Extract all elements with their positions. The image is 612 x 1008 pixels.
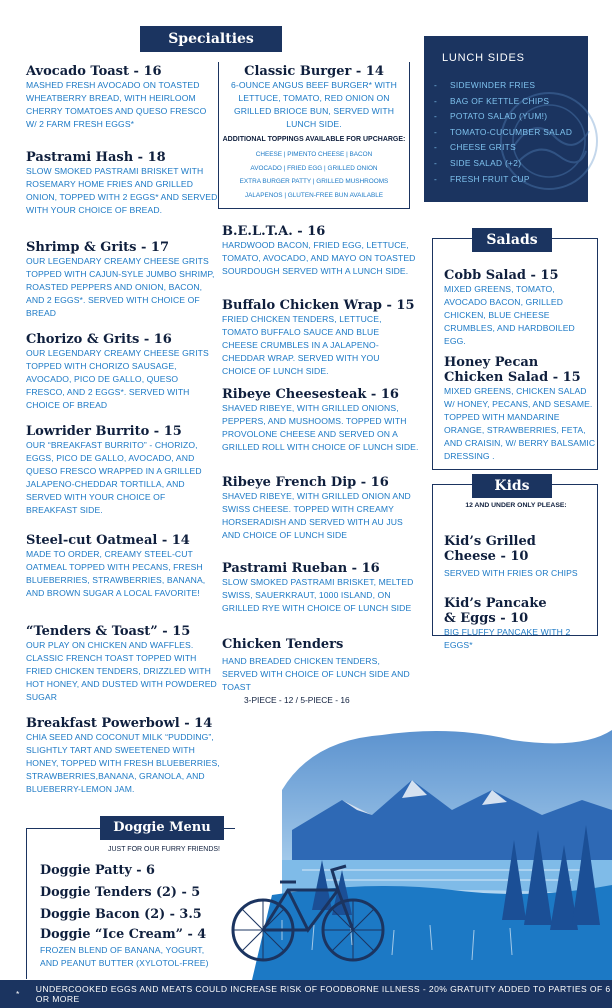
item-description: CHIA SEED AND COCONUT MILK “PUDDING”, SLIGHTLY TART AND SWEETENED WITH HONEY, TOPPED WITH FRESH BLUEBERRIES, STRAWBERRIES,BANANA, GRANOLA, AND BLUEBERRY-LEMON JAM. <box>26 732 220 794</box>
menu-item-ribeye-french-dip <box>222 475 418 542</box>
menu-item-lowrider-burrito <box>26 424 218 517</box>
item-description: FROZEN BLEND OF BANANA, YOGURT, AND PEANUT BUTTER (XYLOTOL-FREE) <box>40 945 209 968</box>
item-description: OUR LEGENDARY CREAMY CHEESE GRITS TOPPED WITH CHORIZO SAUSAGE, AVOCADO, PICO DE GALLO, QUESO FRESCO, AND 2 EGGS*. SERVED WITH CHOICE OF BREAD <box>26 348 209 410</box>
kids-subtitle: 12 AND UNDER ONLY PLEASE: <box>465 502 567 509</box>
list-item: - BAG OF KETTLE CHIPS <box>434 95 550 106</box>
item-title-line: Kid’s Grilled <box>444 534 536 549</box>
menu-item-pastrami-hash <box>26 150 218 217</box>
list-item: - SIDEWINDER FRIES <box>434 80 536 90</box>
item-description: OUR LEGENDARY CREAMY CHEESE GRITS TOPPED WITH CAJUN-SYLE JUMBO SHRIMP, ROASTED PEPPERS AND ONION, BACON, AND 2 EGGS*. SERVED WITH CHOICE OF BREAD <box>26 256 215 318</box>
item-title: “Tenders & Toast” - 15 <box>26 624 191 639</box>
item-description: OUR “BREAKFAST BURRITO” - CHORIZO, EGGS, PICO DE GALLO, AVOCADO, AND QUESO FRESCO WRAPPED IN A GRILLED JALAPENO-CHEDDAR TORTILLA, AND SERVED WITH YOUR CHOICE OF BREAKFAST SIDE. <box>26 440 202 515</box>
item-title: B.E.L.T.A. - 16 <box>222 224 326 239</box>
item-title-line: Chicken Salad - 15 <box>444 370 581 385</box>
menu-item-kids-grilled-cheese <box>444 534 594 580</box>
salads-banner <box>472 228 552 252</box>
item-description: SERVED WITH FRIES OR CHIPS <box>444 568 578 578</box>
menu-item-doggie-bacon: Doggie Bacon (2) - 3.5 <box>40 907 202 922</box>
toppings-line: AVOCADO | FRIED EGG | GRILLED ONION <box>250 164 378 172</box>
menu-item-kids-pancake-eggs <box>444 596 596 652</box>
menu-item-chorizo-grits <box>26 332 216 412</box>
item-title: Cobb Salad - 15 <box>444 268 559 283</box>
item-title: Steel-cut Oatmeal - 14 <box>26 533 190 548</box>
item-description: FRIED CHICKEN TENDERS, LETTUCE, TOMATO BUFFALO SAUCE AND BLUE CHEESE CRUMBLES IN A JALAPENO-CHEDDAR WRAP. SERVED WITH YOU CHOICE OF LUNCH SIDE. <box>222 314 382 376</box>
item-title: Ribeye Cheesesteak - 16 <box>222 387 399 402</box>
specialties-heading: Specialties <box>168 31 254 47</box>
item-title-line: Kid’s Pancake <box>444 596 547 611</box>
specialties-banner <box>140 26 282 52</box>
list-item: - TOMATO-CUCUMBER SALAD <box>434 126 573 137</box>
item-description: SLOW SMOKED PASTRAMI BRISKET WITH ROSEMARY HOME FRIES AND GRILLED ONION, TOPPED WITH 2 EGGS* AND SERVED WITH YOUR CHOICE OF BREAD. <box>26 166 218 215</box>
menu-item-tenders-toast <box>26 624 222 704</box>
item-title: Classic Burger - 14 <box>244 64 384 79</box>
menu-item-doggie-patty: Doggie Patty - 6 <box>40 863 155 878</box>
footer-disclaimer: UNDERCOOKED EGGS AND MEATS COULD INCREASE RISK OF FOODBORNE ILLNESS - 20% GRATUITY ADDED TO PARTIES OF 6 OR MORE <box>35 984 611 1004</box>
toppings-line: JALAPENOS | GLUTEN-FREE BUN AVAILABLE <box>244 191 384 199</box>
item-description: SLOW SMOKED PASTRAMI BRISKET, MELTED SWISS, SAUERKRAUT, 1000 ISLAND, ON GRILLED RYE WITH CHOICE OF LUNCH SIDE <box>222 577 414 613</box>
item-title: Breakfast Powerbowl - 14 <box>26 716 213 731</box>
menu-item-doggie-tenders: Doggie Tenders (2) - 5 <box>40 885 201 900</box>
menu-item-steel-cut-oatmeal <box>26 533 216 600</box>
item-description: HAND BREADED CHICKEN TENDERS, SERVED WITH CHOICE OF LUNCH SIDE AND TOAST <box>222 656 410 692</box>
item-title: Pastrami Rueban - 16 <box>222 561 380 576</box>
doggie-subtitle: JUST FOR OUR FURRY FRIENDS! <box>107 846 220 853</box>
item-price: 3-PIECE - 12 / 5-PIECE - 16 <box>244 695 350 705</box>
lunch-sides-panel <box>424 36 588 202</box>
menu-item-pastrami-rueban <box>222 561 420 615</box>
menu-item-doggie-ice-cream: Doggie “Ice Cream” - 4 <box>40 927 207 942</box>
item-title-line: Cheese - 10 <box>444 549 529 564</box>
item-description: MIXED GREENS, CHICKEN SALAD W/ HONEY, PECANS, AND SESAME. TOPPED WITH MANDARINE ORANGE, STRAWBERRIES, FETA, AND CRAISIN, W/ BERRY BALSAMIC DRESSING . <box>444 386 596 461</box>
item-description: HARDWOOD BACON, FRIED EGG, LETTUCE, TOMATO, AVOCADO, AND MAYO ON TOASTED SOURDOUGH SERVED WITH A LUNCH SIDE. <box>222 240 416 276</box>
menu-item-belta <box>222 224 418 278</box>
item-title: Chorizo & Grits - 16 <box>26 332 172 347</box>
kids-banner <box>472 474 552 498</box>
item-description: MIXED GREENS, TOMATO, AVOCADO BACON, GRILLED CHICKEN, BLUE CHEESE CRUMBLES, AND HARDBOILED EGG. <box>444 284 575 346</box>
footer-asterisk: * <box>16 989 20 999</box>
item-title: Buffalo Chicken Wrap - 15 <box>222 298 415 313</box>
menu-item-avocado-toast <box>26 64 216 131</box>
item-title: Chicken Tenders <box>222 637 344 652</box>
item-description: BIG FLUFFY PANCAKE WITH 2 EGGS* <box>444 627 571 650</box>
item-description: OUR PLAY ON CHICKEN AND WAFFLES. CLASSIC FRENCH TOAST TOPPED WITH FRIED CHICKEN TENDERS, DRIZZLED WITH HOT HONEY, AND DUSTED WITH POWDERED SUGAR <box>26 640 217 702</box>
toppings-list <box>219 148 409 202</box>
menu-item-shrimp-grits <box>26 240 216 320</box>
item-description: MADE TO ORDER, CREAMY STEEL-CUT OATMEAL TOPPED WITH PECANS, FRESH BLUEBERRIES, STRAWBERRIES, BANANA, AND BROWN SUGAR A LOCAL FAVORITE! <box>26 549 206 598</box>
menu-item-honey-pecan-chicken-salad <box>444 355 596 463</box>
menu-item-ribeye-cheesesteak <box>222 387 420 454</box>
list-item: - FRESH FRUIT CUP <box>434 173 530 184</box>
item-description: MASHED FRESH AVOCADO ON TOASTED WHEATBERRY BREAD, WITH HEIRLOOM CHERRY TOMATOES AND QUESO FRESCO W/ 2 FARM FRESH EGGS* <box>26 80 207 129</box>
lunch-sides-heading: LUNCH SIDES <box>442 52 525 64</box>
item-title: Ribeye French Dip - 16 <box>222 475 389 490</box>
doggie-menu-list <box>40 860 240 970</box>
classic-burger-box <box>218 62 410 209</box>
toppings-line: CHEESE | PIMENTO CHEESE | BACON <box>255 151 373 158</box>
menu-item-cobb-salad <box>444 268 594 348</box>
item-title: Avocado Toast - 16 <box>26 64 162 79</box>
salads-heading: Salads <box>486 232 538 248</box>
footer-bar <box>0 980 612 1008</box>
menu-item-chicken-tenders <box>222 637 418 707</box>
lunch-sides-list <box>434 78 572 187</box>
toppings-line: EXTRA BURGER PATTY | GRILLED MUSHROOMS <box>239 178 389 185</box>
list-item: - CHEESE GRITS <box>434 142 516 153</box>
doggie-menu-banner <box>100 816 224 840</box>
item-title: Pastrami Hash - 18 <box>26 150 166 165</box>
menu-item-breakfast-powerbowl <box>26 716 226 796</box>
toppings-heading: ADDITIONAL TOPPINGS AVAILABLE FOR UPCHARGE: <box>222 136 406 143</box>
doggie-menu-heading: Doggie Menu <box>113 820 211 835</box>
menu-item-buffalo-chicken-wrap <box>222 298 414 378</box>
list-item: - POTATO SALAD (YUM!) <box>434 111 548 122</box>
item-description: 6-OUNCE ANGUS BEEF BURGER* WITH LETTUCE, TOMATO, RED ONION ON GRILLED BRIOCE BUN, SERVED WITH LUNCH SIDE. <box>231 80 397 129</box>
item-title: Lowrider Burrito - 15 <box>26 424 182 439</box>
kids-heading: Kids <box>494 478 530 494</box>
item-title-line: Honey Pecan <box>444 355 539 370</box>
item-description: SHAVED RIBEYE, WITH GRILLED ONION AND SWISS CHEESE. TOPPED WITH CREAMY HORSERADISH AND SERVED WITH AU JUS AND CHOICE OF LUNCH SIDE <box>222 491 411 540</box>
item-title: Shrimp & Grits - 17 <box>26 240 170 255</box>
list-item: - SIDE SALAD (+2) <box>434 157 522 168</box>
item-description: SHAVED RIBEYE, WITH GRILLED ONIONS, PEPPERS, AND MUSHOOMS. TOPPED WITH PROVOLONE CHEESE AND SERVED ON A GRILLED ROLL WITH CHOICE OF LUNCH SIDE. <box>222 403 419 452</box>
bicycle-illustration <box>228 850 388 970</box>
item-title-line: & Eggs - 10 <box>444 611 529 626</box>
